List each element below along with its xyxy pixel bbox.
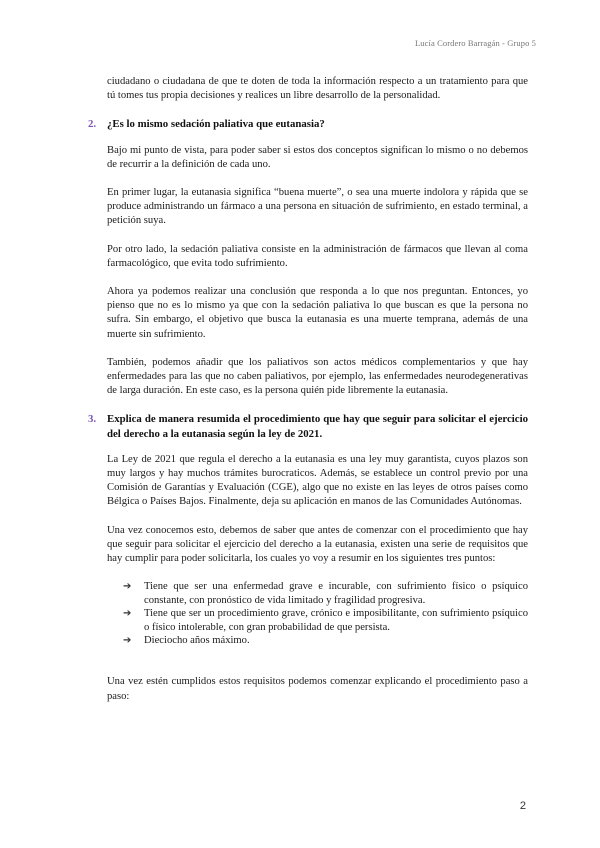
- section-2-paragraph: Bajo mi punto de vista, para poder saber si estos dos conceptos significan lo mismo o no debemos de recurrir a la definición de cada uno.: [107, 144, 528, 170]
- page-number: 2: [519, 800, 526, 812]
- blank-space: [107, 659, 528, 675]
- section-2-heading: [88, 117, 528, 131]
- section-2-title: ¿Es lo mismo sedación paliativa que eutanasia?: [107, 118, 325, 131]
- requirements-list: [107, 580, 528, 647]
- requirement-text: Tiene que ser una enfermedad grave e incurable, con sufrimiento físico o psíquico constante, con pronóstico de vida limitado y fragilidad progresiva.: [144, 581, 528, 606]
- document-body: [88, 75, 528, 718]
- section-3-paragraph: La Ley de 2021 que regula el derecho a la eutanasia es una ley muy garantista, cuyos plazos son muy largos y hay muchos trámites burocraticos. Además, se establece un control previo por una Comisión de Garantías y Evaluación (CGE), algo que no existe en las leyes de otros países como Bélgica o Países Bajos. Finalmente, deja su aplicación en manos de las Comunidades Autónomas.: [107, 453, 528, 508]
- section-3-closing: Una vez estén cumplidos estos requisitos podemos comenzar explicando el procedimiento paso a paso:: [107, 676, 528, 702]
- requirement-item: [107, 634, 528, 647]
- requirement-item: [107, 580, 528, 607]
- section-3-heading: [88, 412, 528, 440]
- page-header: Lucía Cordero Barragán - Grupo 5: [415, 38, 536, 48]
- section-2-paragraph: También, podemos añadir que los paliativos son actos médicos complementarios y que hay enfermedades para las que no caben paliativos, por ejemplo, las enfermedades neurodegenerativas de larga duración. En este caso, es la persona quién pide libremente la eutanasia.: [107, 356, 528, 397]
- arrow-right-icon: ➔: [123, 634, 132, 646]
- requirement-text: Tiene que ser un procedimiento grave, crónico e imposibilitante, con sufrimiento psíquico o físico intolerable, con gran probabilidad de que persista.: [144, 608, 528, 633]
- section-3-paragraph: Una vez conocemos esto, debemos de saber que antes de comenzar con el procedimiento que hay que seguir para solicitar el ejercicio del derecho a la eutanasia, existen una serie de requisitos que hay cumplir para poder solicitarla, los cuales yo voy a resumir en los siguientes tres puntos:: [107, 524, 528, 565]
- arrow-right-icon: ➔: [123, 608, 132, 620]
- requirement-item: [107, 607, 528, 634]
- section-2-paragraph: En primer lugar, la eutanasia significa “buena muerte”, o sea una muerte indolora y rápida que se produce administrando un fármaco a una persona en situación de sufrimiento, en estado terminal, a petición suya.: [107, 187, 528, 227]
- arrow-right-icon: ➔: [123, 581, 132, 593]
- section-2-number: 2.: [88, 118, 97, 131]
- section-2-paragraph: Ahora ya podemos realizar una conclusión que responda a lo que nos preguntan. Entonces, yo pienso que no es lo mismo ya que con la sedación paliativa lo que buscan es que la persona no sufra. Sin embargo, el objetivo que busca la eutanasia es una muerte temprana, además de una muerte sin sufrimiento.: [107, 286, 528, 340]
- intro-continuation: ciudadano o ciudadana de que te doten de toda la información respecto a un tratamiento para que tú tomes tus propia decisiones y realices un libre desarrollo de la personalidad.: [107, 76, 528, 102]
- requirement-text: Dieciocho años máximo.: [144, 634, 250, 646]
- section-3-title: Explica de manera resumida el procedimiento que hay que seguir para solicitar el ejercicio del derecho a la eutanasia según la ley de 2021.: [107, 413, 528, 440]
- section-3-number: 3.: [88, 413, 97, 426]
- section-2-paragraph: Por otro lado, la sedación paliativa consiste en la administración de fármacos que llevan al coma farmacológico, que evita todo sufrimiento.: [107, 243, 528, 269]
